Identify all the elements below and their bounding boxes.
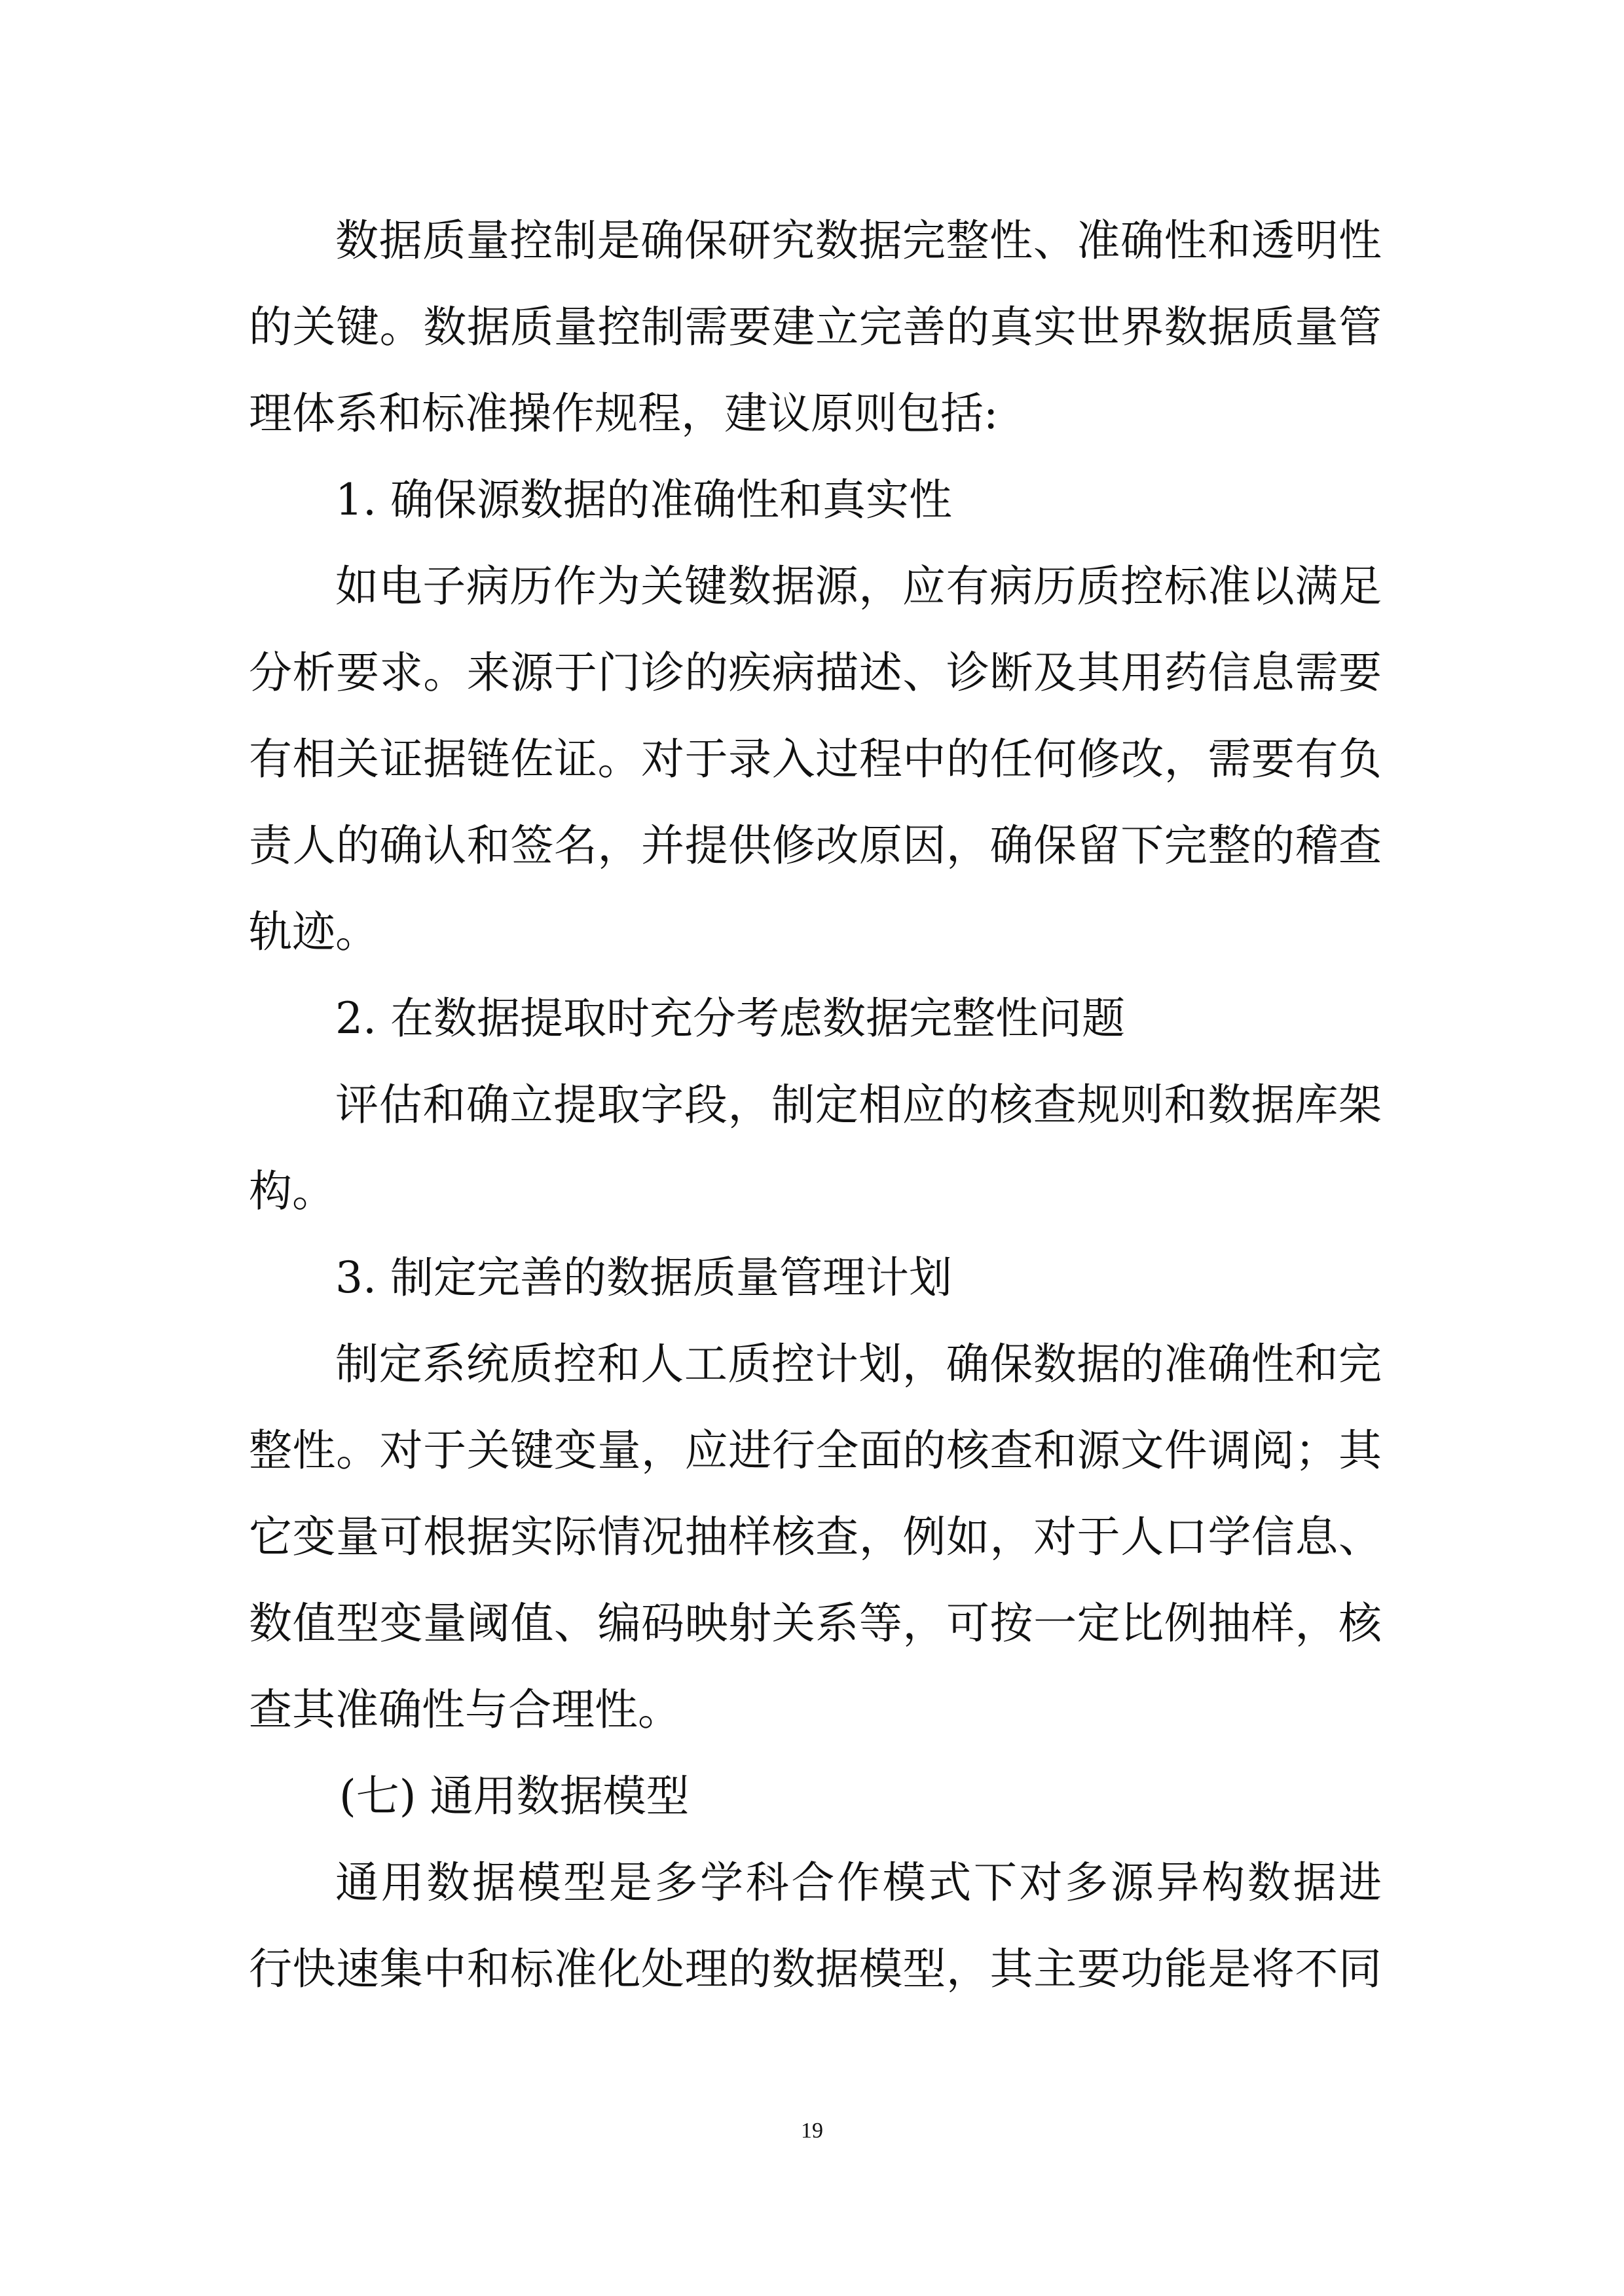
section-heading: 2. 在数据提取时充分考虑数据完整性问题 [335, 993, 1125, 1044]
section-heading: 3. 制定完善的数据质量管理计划 [335, 1252, 952, 1303]
page-number: 19 [801, 2119, 823, 2143]
paragraph-line: 制定系统质控和人工质控计划，确保数据的准确性和完 [335, 1339, 1382, 1389]
paragraph-line: 轨迹。 [249, 907, 378, 957]
paragraph-line: 数值型变量阈值、编码映射关系等，可按一定比例抽样，核 [249, 1598, 1382, 1649]
paragraph-line: 查其准确性与合理性。 [249, 1685, 681, 1735]
paragraph-line: 整性。对于关键变量，应进行全面的核查和源文件调阅；其 [249, 1425, 1382, 1476]
paragraph-line: 评估和确立提取字段，制定相应的核查规则和数据库架 [335, 1080, 1382, 1130]
section-heading: 1. 确保源数据的准确性和真实性 [335, 475, 952, 525]
paragraph-line: 有相关证据链佐证。对于录入过程中的任何修改，需要有负 [249, 734, 1382, 784]
paragraph-line: 的关键。数据质量控制需要建立完善的真实世界数据质量管 [249, 302, 1382, 352]
paragraph-line: 责人的确认和签名，并提供修改原因，确保留下完整的稽查 [249, 820, 1382, 871]
paragraph-line: 分析要求。来源于门诊的疾病描述、诊断及其用药信息需要 [249, 647, 1382, 698]
paragraph-line: 数据质量控制是确保研究数据完整性、准确性和透明性 [335, 215, 1382, 266]
paragraph-line: 理体系和标准操作规程，建议原则包括: [249, 388, 999, 439]
section-heading: (七) 通用数据模型 [339, 1771, 690, 1821]
paragraph-line: 通用数据模型是多学科合作模式下对多源异构数据进 [335, 1857, 1382, 1908]
paragraph-line: 构。 [249, 1166, 335, 1216]
paragraph-line: 如电子病历作为关键数据源，应有病历质控标准以满足 [335, 561, 1382, 611]
paragraph-line: 它变量可根据实际情况抽样核查，例如，对于人口学信息、 [249, 1512, 1382, 1562]
paragraph-line: 行快速集中和标准化处理的数据模型，其主要功能是将不同 [249, 1944, 1382, 1994]
